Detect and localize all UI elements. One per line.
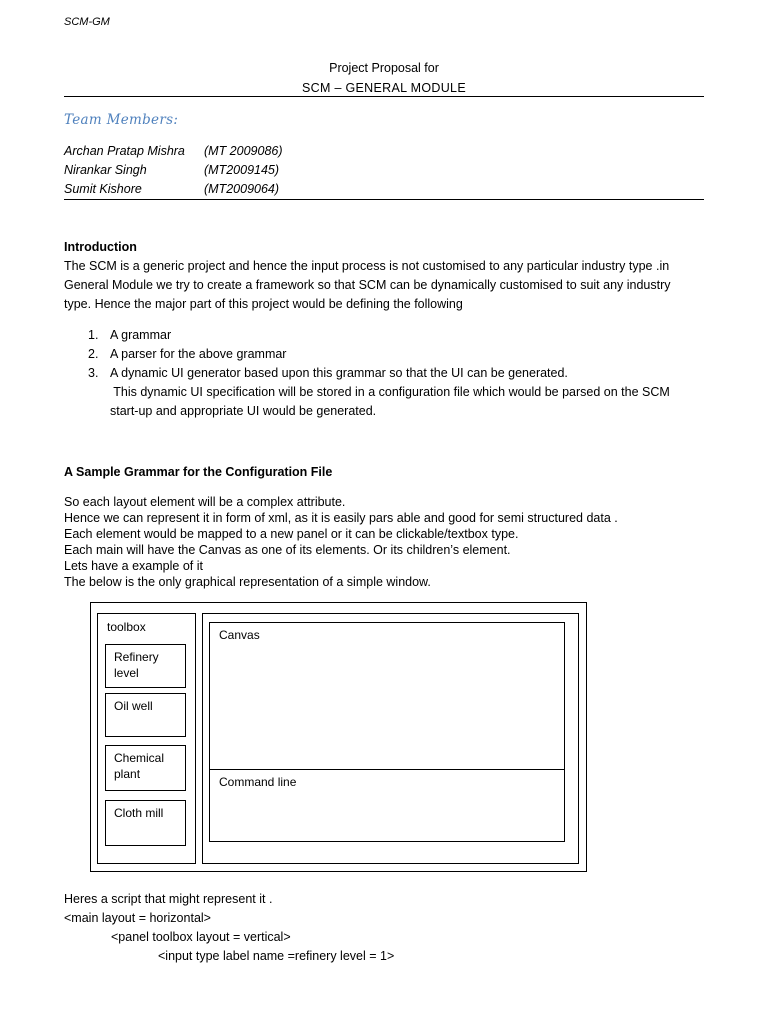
introduction-section: [64, 238, 704, 314]
paragraph-line: The below is the only graphical representation of a simple window.: [64, 575, 431, 589]
paragraph-line: type. Hence the major part of this project would be defining the following: [64, 297, 463, 311]
tool-label: Cloth mill: [114, 806, 164, 820]
paragraph-line: So each layout element will be a complex attribute.: [64, 495, 346, 509]
list-number: 3.: [88, 366, 99, 380]
list-text: A parser for the above grammar: [110, 347, 287, 361]
paragraph-line: General Module we try to create a framework so that SCM can be dynamically customised to suit any industry: [64, 278, 671, 292]
paragraph-line: The SCM is a generic project and hence the input process is not customised to any particular industry type .in: [64, 259, 670, 273]
sample-section: [64, 494, 704, 590]
member-id: (MT2009064): [204, 182, 280, 196]
tool-box-chemical: [105, 745, 186, 791]
code-line: <main layout = horizontal>: [64, 911, 211, 925]
toolbox-label: toolbox: [107, 620, 146, 634]
command-line-label: Command line: [219, 775, 297, 789]
list-text: A grammar: [110, 328, 172, 342]
member-id: (MT 2009086): [204, 144, 283, 158]
title-rule: [64, 96, 704, 97]
tool-box-cloth-mill: [105, 800, 186, 846]
script-intro: Heres a script that might represent it .: [64, 892, 273, 906]
paragraph-line: Hence we can represent it in form of xml, as it is easily pars able and good for semi structured data .: [64, 511, 618, 525]
canvas-label: Canvas: [219, 628, 260, 642]
canvas-box: [209, 622, 565, 770]
list-number: 2.: [88, 347, 99, 361]
list-continuation: This dynamic UI specification will be stored in a configuration file which would be parsed on the SCM: [110, 385, 670, 399]
tool-label: [114, 750, 164, 782]
window-diagram: [90, 602, 587, 872]
paragraph-line: Each element would be mapped to a new panel or it can be clickable/textbox type.: [64, 527, 519, 541]
member-id: (MT2009145): [204, 163, 280, 177]
list-item: [64, 326, 704, 345]
list-item: [64, 364, 704, 383]
code-line: <input type label name =refinery level = 1>: [158, 949, 395, 963]
list-text: A dynamic UI generator based upon this grammar so that the UI can be generated.: [110, 366, 568, 380]
member-name: Archan Pratap Mishra: [64, 144, 185, 158]
tool-box-oil-well: [105, 693, 186, 737]
tool-label: Oil well: [114, 699, 153, 713]
paragraph-line: Lets have a example of it: [64, 559, 203, 573]
numbered-list: [64, 326, 704, 421]
tool-label-line: level: [114, 666, 139, 680]
tool-box-refinery: [105, 644, 186, 688]
header-tag: SCM-GM: [64, 16, 110, 28]
paragraph-line: Each main will have the Canvas as one of its elements. Or its children’s element.: [64, 543, 511, 557]
toolbox-panel: [97, 613, 196, 864]
team-heading: Team Members:: [64, 112, 179, 128]
title-line-2: SCM – GENERAL MODULE: [302, 81, 466, 95]
command-line-box: [209, 769, 565, 842]
sample-heading: [64, 463, 704, 482]
list-number: 1.: [88, 328, 99, 342]
title-line-1: Project Proposal for: [329, 61, 439, 75]
main-panel: [202, 613, 579, 864]
code-line: <panel toolbox layout = vertical>: [111, 930, 291, 944]
tool-label-line: Refinery: [114, 650, 159, 664]
list-item: [64, 345, 704, 364]
sample-heading-text: A Sample Grammar for the Configuration File: [64, 465, 333, 479]
member-name: Nirankar Singh: [64, 163, 147, 177]
introduction-heading: Introduction: [64, 240, 137, 254]
list-continuation: start-up and appropriate UI would be generated.: [110, 404, 377, 418]
tool-label-line: Chemical: [114, 751, 165, 765]
tool-label: [114, 649, 159, 681]
document-title: [64, 58, 704, 98]
member-name: Sumit Kishore: [64, 182, 142, 196]
team-rule: [64, 199, 704, 200]
tool-label-line: plant: [114, 767, 141, 781]
